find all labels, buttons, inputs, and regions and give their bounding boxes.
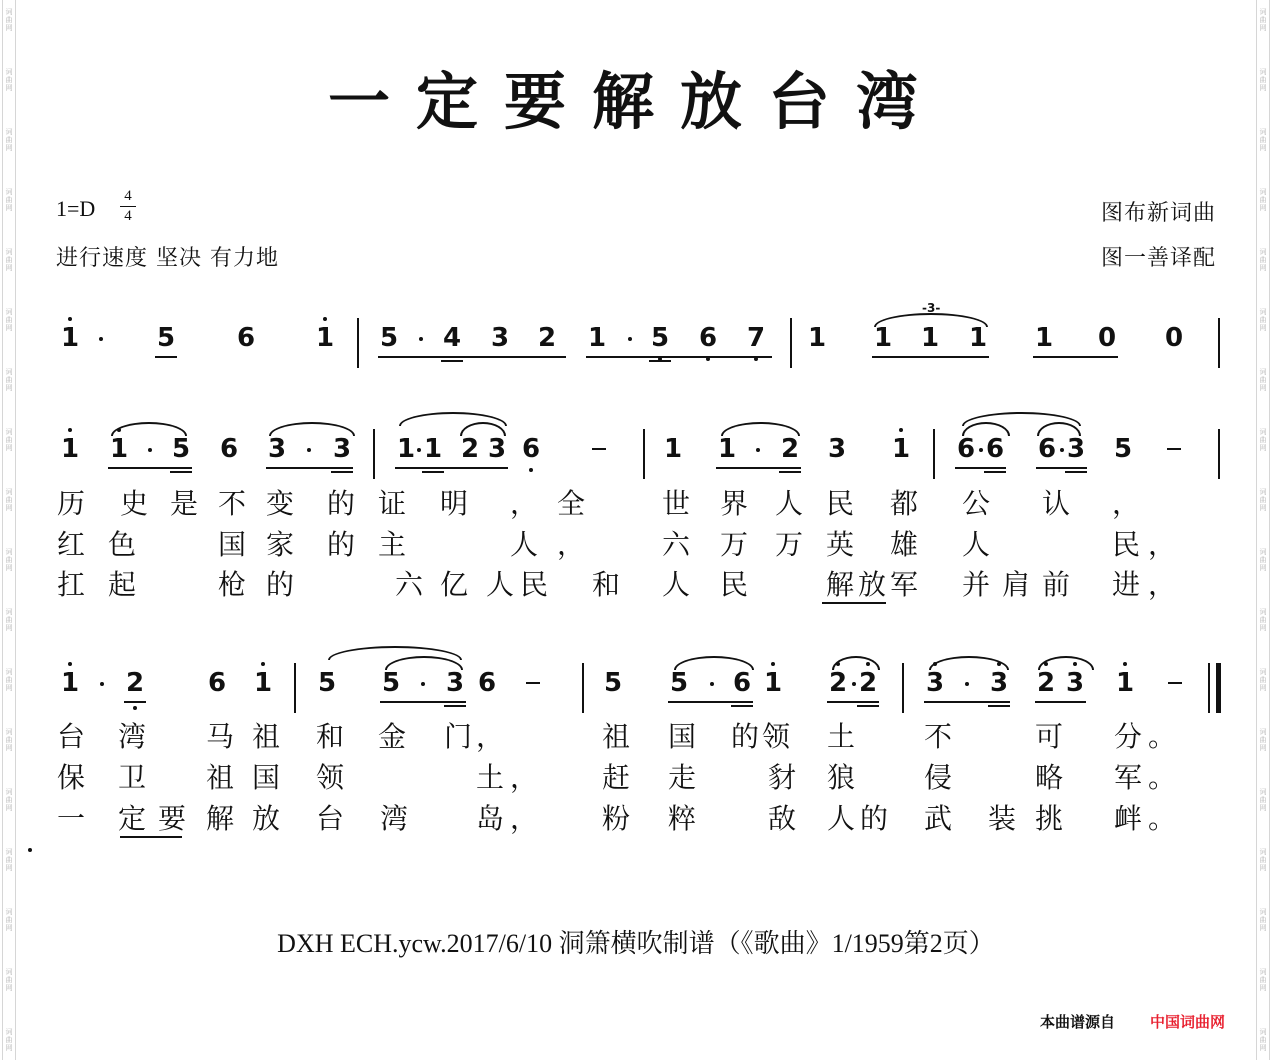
lyric-char: 湾 (118, 720, 147, 753)
lyric-char: 不 (924, 720, 953, 753)
lyric-char: 门 (444, 720, 473, 753)
lyric-char: 人 (486, 568, 515, 601)
lyric-char: 证 (378, 487, 407, 520)
site-link[interactable]: 中国词曲网 (1150, 1013, 1226, 1031)
note: 1 (968, 323, 988, 353)
note: 5 (156, 323, 176, 353)
lyrics-verse-3-line-2 (0, 803, 1272, 839)
note: 1 (423, 434, 443, 464)
lyric-char: 人 (662, 568, 691, 601)
source-label: 本曲谱源自 (1040, 1013, 1116, 1031)
note: 3 (924, 668, 946, 698)
barline (902, 663, 904, 713)
lyric-char: 衅 (1114, 802, 1143, 835)
note: 4 (442, 323, 462, 353)
barline (1218, 318, 1220, 368)
lyric-char: 和 (592, 568, 621, 601)
lyric-char: 军 (890, 568, 919, 601)
lyrics-verse-2-line-1 (0, 529, 1272, 565)
lyric-char: 国 (668, 720, 697, 753)
lyric-char: 和 (316, 720, 345, 753)
watermark-text: 词 曲 网 (5, 1028, 13, 1052)
lyric-char: 人 (962, 528, 991, 561)
meter-bottom: 4 (124, 208, 132, 224)
watermark-text: 词 曲 网 (1259, 608, 1267, 632)
lyric-char: 英 (826, 528, 855, 561)
lyric-char: 人 (827, 802, 856, 835)
lyric-char: 进 (1112, 568, 1141, 601)
song-title: 一定要解放台湾 (327, 65, 944, 138)
note: 0 (1097, 323, 1117, 353)
note: 1 (717, 434, 737, 464)
lyric-char: 的 (327, 487, 356, 520)
lyric-char: 台 (316, 802, 345, 835)
lyric-char: 人 (510, 528, 539, 561)
lyric-char: ， (510, 487, 539, 520)
lyric-char: 领 (762, 720, 791, 753)
lyric-char: 色 (108, 528, 137, 561)
lyric-char: 史 (120, 487, 149, 520)
lyric-extender-line (822, 602, 886, 604)
watermark-text: 词 曲 网 (5, 128, 13, 152)
watermark-text: 词 曲 网 (1259, 908, 1267, 932)
note: 2 (827, 668, 849, 698)
meter-top: 4 (124, 188, 132, 204)
watermark-text: 词 曲 网 (5, 308, 13, 332)
note: 5 (603, 668, 623, 698)
key-signature: 1=D (56, 196, 96, 221)
lyric-char: 枪 (218, 568, 247, 601)
note: 6 (697, 323, 719, 353)
note: 1 (252, 668, 274, 698)
lyric-char: 。 (1148, 720, 1177, 753)
lyric-char: 家 (266, 528, 295, 561)
lyric-char: 前 (1042, 568, 1071, 601)
note: 3 (445, 668, 465, 698)
lyric-char: 豺 (768, 761, 797, 794)
note: 6 (732, 668, 752, 698)
watermark-text: 词 曲 网 (1259, 128, 1267, 152)
note: 1 (663, 434, 683, 464)
lyric-char: 挑 (1035, 802, 1064, 835)
lyric-char: ， (1148, 568, 1177, 601)
lyric-char: 敌 (768, 802, 797, 835)
lyrics-verse-3-line-1 (0, 569, 1272, 605)
note: 5 (379, 323, 399, 353)
lyric-char: 人 (775, 487, 804, 520)
note: 6 (1037, 434, 1057, 464)
note: 2 (857, 668, 879, 698)
lyric-char: 六 (395, 568, 424, 601)
note: 1 (59, 323, 81, 353)
lyric-char: 肩 (1002, 568, 1031, 601)
watermark-text: 词 曲 网 (5, 428, 13, 452)
final-barline-thin (1208, 663, 1210, 713)
note: 1 (762, 668, 784, 698)
lyric-char: ， (510, 802, 539, 835)
watermark-text: 词 曲 网 (1259, 308, 1267, 332)
lyric-char: ， (510, 761, 539, 794)
lyric-char: 放 (858, 568, 887, 601)
watermark-text: 词 曲 网 (1259, 248, 1267, 272)
note: 6 (520, 434, 542, 464)
footer-note: DXH ECH.ycw.2017/6/10 洞箫横吹制谱（《歌曲》1/1959第2页） (277, 929, 995, 958)
note: 6 (477, 668, 497, 698)
lyric-char: 扛 (57, 568, 86, 601)
lyric-char: 军 (1114, 761, 1143, 794)
watermark-text: 词 曲 网 (1259, 428, 1267, 452)
note: 3 (332, 434, 352, 464)
watermark-text: 词 曲 网 (5, 968, 13, 992)
stray-dot (28, 848, 32, 852)
lyric-char: 的 (860, 802, 889, 835)
lyric-char: 国 (218, 528, 247, 561)
note: 3 (490, 323, 510, 353)
note: 3 (1066, 434, 1086, 464)
watermark-text: 词 曲 网 (5, 608, 13, 632)
time-signature (120, 188, 136, 225)
lyrics-verse-1-line-1 (0, 488, 1272, 524)
watermark-text: 词 曲 网 (1259, 848, 1267, 872)
lyric-char: 台 (57, 720, 86, 753)
note: 1 (108, 434, 130, 464)
barline (933, 429, 935, 479)
watermark-text: 词 曲 网 (1259, 8, 1267, 32)
lyric-char: 。 (1148, 761, 1177, 794)
lyric-char: 赶 (602, 761, 631, 794)
note: 1 (1034, 323, 1054, 353)
lyric-char: 民 (1112, 528, 1141, 561)
note: 1 (314, 323, 336, 353)
watermark-text: 词 曲 网 (5, 908, 13, 932)
watermark-text: 词 曲 网 (5, 188, 13, 212)
lyric-char: 土 (476, 761, 505, 794)
watermark-text: 词 曲 网 (1259, 68, 1267, 92)
note: 5 (649, 323, 671, 353)
lyric-char: 领 (316, 761, 345, 794)
note: 1 (587, 323, 607, 353)
lyric-char: 的 (266, 568, 295, 601)
triplet-mark: -3- (922, 301, 941, 315)
meter-bar (120, 206, 136, 207)
barline (790, 318, 792, 368)
note: 1 (807, 323, 827, 353)
tempo-marking: 进行速度 坚决 有力地 (56, 246, 279, 271)
note: 3 (1064, 668, 1086, 698)
lyric-char: 湾 (380, 802, 409, 835)
note: 5 (1113, 434, 1133, 464)
note: 6 (956, 434, 976, 464)
lyric-char: 祖 (602, 720, 631, 753)
lyric-char: 国 (252, 761, 281, 794)
watermark-text: 词 曲 网 (1259, 188, 1267, 212)
lyric-char: 马 (206, 720, 235, 753)
lyric-char: 金 (378, 720, 407, 753)
watermark-text: 词 曲 网 (1259, 788, 1267, 812)
barline (582, 663, 584, 713)
lyric-char: 历 (57, 487, 86, 520)
lyric-char: 亿 (440, 568, 469, 601)
note: 5 (317, 668, 337, 698)
note: 1 (59, 668, 81, 698)
lyric-char: 祖 (206, 761, 235, 794)
lyric-char: 分 (1114, 720, 1143, 753)
lyric-char: 可 (1035, 720, 1064, 753)
note: 2 (460, 434, 480, 464)
watermark-text: 词 曲 网 (1259, 368, 1267, 392)
watermark-text: 词 曲 网 (1259, 968, 1267, 992)
lyric-char: 放 (252, 802, 281, 835)
barline (1218, 429, 1220, 479)
note: 5 (171, 434, 191, 464)
lyric-char: 雄 (890, 528, 919, 561)
watermark-text: 词 曲 网 (1259, 728, 1267, 752)
watermark-text: 词 曲 网 (5, 728, 13, 752)
watermark-text: 词 曲 网 (5, 8, 13, 32)
note: 1 (890, 434, 912, 464)
note: 1 (59, 434, 81, 464)
lyric-char: 装 (988, 802, 1017, 835)
credit-arranger: 图一善译配 (1100, 246, 1216, 271)
lyric-char: 万 (720, 528, 749, 561)
note: 6 (219, 434, 239, 464)
lyric-char: 解 (206, 802, 235, 835)
note: 6 (985, 434, 1005, 464)
watermark-text: 词 曲 网 (1259, 668, 1267, 692)
barline (373, 429, 375, 479)
lyric-char: 不 (218, 487, 247, 520)
lyric-char: 的 (731, 720, 760, 753)
watermark-text: 词 曲 网 (5, 248, 13, 272)
note: 5 (669, 668, 689, 698)
watermark-text: 词 曲 网 (1259, 488, 1267, 512)
lyric-char: 认 (1042, 487, 1071, 520)
lyric-char: 界 (720, 487, 749, 520)
lyric-char: 粉 (602, 802, 631, 835)
lyric-char: 民 (826, 487, 855, 520)
lyric-char: 卫 (118, 761, 147, 794)
lyric-char: 土 (827, 720, 856, 753)
lyric-char: 狼 (827, 761, 856, 794)
watermark-text: 词 曲 网 (5, 368, 13, 392)
note: 3 (988, 668, 1010, 698)
barline (643, 429, 645, 479)
lyrics-verse-1-line-2 (0, 721, 1272, 757)
note: 6 (207, 668, 227, 698)
watermark-text: 词 曲 网 (5, 488, 13, 512)
lyric-char: 侵 (924, 761, 953, 794)
barline (357, 318, 359, 368)
lyric-char: 一 (57, 802, 86, 835)
note: 1 (1114, 668, 1136, 698)
lyrics-verse-2-line-2 (0, 762, 1272, 798)
watermark-text: 词 曲 网 (5, 68, 13, 92)
note: 5 (381, 668, 401, 698)
lyric-char: 岛 (476, 802, 505, 835)
lyric-char: 走 (668, 761, 697, 794)
watermark-text: 词 曲 网 (5, 668, 13, 692)
lyric-char: ， (1148, 528, 1177, 561)
lyric-char: 都 (890, 487, 919, 520)
note: 2 (780, 434, 800, 464)
lyric-char: 主 (378, 528, 407, 561)
lyric-char: 六 (662, 528, 691, 561)
lyric-char: 公 (962, 487, 991, 520)
note: 3 (267, 434, 287, 464)
lyric-char: 起 (108, 568, 137, 601)
lyric-char: 民 (720, 568, 749, 601)
note: 1 (396, 434, 416, 464)
barline (294, 663, 296, 713)
lyric-char: 武 (924, 802, 953, 835)
lyric-char: 要 (158, 802, 187, 835)
note: 3 (827, 434, 847, 464)
lyric-char: 红 (57, 528, 86, 561)
lyric-char: 粹 (668, 802, 697, 835)
note: 7 (745, 323, 767, 353)
lyric-char: 的 (327, 528, 356, 561)
credit-composer: 图布新词曲 (1100, 201, 1216, 226)
lyric-char: 。 (1148, 802, 1177, 835)
lyric-char: ， (1112, 487, 1141, 520)
note: 2 (124, 668, 146, 698)
lyric-char: 解 (826, 568, 855, 601)
lyric-char: 保 (57, 761, 86, 794)
note: 2 (1035, 668, 1057, 698)
lyric-char: 明 (440, 487, 469, 520)
lyric-char: 略 (1035, 761, 1064, 794)
lyric-char: 万 (775, 528, 804, 561)
lyric-char: 民 (520, 568, 549, 601)
note: 1 (920, 323, 940, 353)
lyric-char: ， (476, 720, 505, 753)
watermark-text: 词 曲 网 (1259, 1028, 1267, 1052)
note: 0 (1164, 323, 1184, 353)
lyric-char: 世 (662, 487, 691, 520)
lyric-char: ， (557, 528, 586, 561)
note: 1 (873, 323, 893, 353)
lyric-char: 是 (170, 487, 199, 520)
lyric-char: 并 (962, 568, 991, 601)
note: 3 (487, 434, 507, 464)
watermark-text: 词 曲 网 (1259, 548, 1267, 572)
lyric-char: 定 (118, 802, 147, 835)
watermark-text: 词 曲 网 (5, 848, 13, 872)
lyric-extender-line (120, 836, 182, 838)
note: 6 (236, 323, 256, 353)
watermark-text: 词 曲 网 (5, 788, 13, 812)
lyric-char: 变 (266, 487, 295, 520)
note: 2 (537, 323, 557, 353)
final-barline-thick (1216, 663, 1221, 713)
lyric-char: 祖 (252, 720, 281, 753)
watermark-text: 词 曲 网 (5, 548, 13, 572)
lyric-char: 全 (557, 487, 586, 520)
